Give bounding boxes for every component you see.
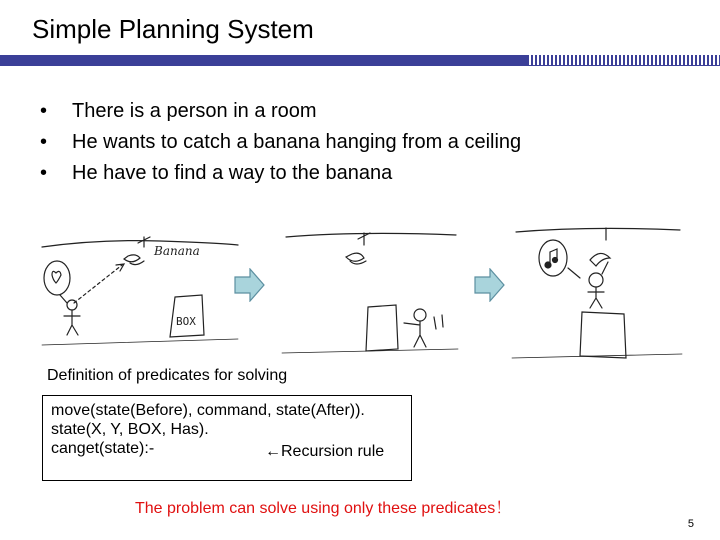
banana-hook (138, 237, 150, 247)
person-body (404, 321, 426, 347)
recursion-note: ←Recursion rule (265, 443, 385, 460)
person-head (589, 273, 603, 287)
title-underline (0, 55, 720, 65)
bullet-dot-icon: • (40, 100, 48, 122)
banana-label: Banana (154, 244, 200, 258)
slide-title: Simple Planning System (32, 14, 314, 44)
ceiling-line (516, 228, 680, 232)
banana-icon (124, 255, 140, 262)
thought-bubble (44, 261, 70, 295)
conclusion-note: The problem can solve using only these predicates！ (135, 500, 512, 517)
ceiling-line (286, 233, 456, 237)
arrow-right-icon (234, 268, 266, 307)
predicate-line: canget(state):- ←Recursion rule (51, 440, 385, 460)
bullet-dot-icon: • (40, 162, 48, 184)
box-label: BOX (176, 315, 196, 328)
person-head (67, 300, 77, 310)
person-head (414, 309, 426, 321)
banana-icon (346, 253, 364, 261)
box-shape (580, 312, 626, 358)
sketch-scene-1 (40, 225, 240, 350)
predicates-caption: Definition of predicates for solving (47, 367, 288, 384)
bullet-dot-icon: • (40, 131, 48, 153)
box-shape (366, 305, 398, 351)
bullet-item: • He wants to catch a banana hanging from a ceiling (40, 131, 522, 153)
gaze-line (74, 265, 122, 303)
sketch-scene-3 (510, 222, 685, 362)
predicate-line: state(X, Y, BOX, Has). (51, 421, 209, 438)
arrow-right-icon (474, 268, 506, 307)
predicates-box (42, 395, 412, 481)
page-number: 5 (687, 518, 694, 530)
bullet-item: • He have to find a way to the banana (40, 162, 393, 184)
person-body (64, 310, 80, 335)
banana-hook (358, 233, 370, 245)
heart-icon (52, 271, 61, 283)
bullet-list (40, 100, 521, 193)
sketch-scene-2 (280, 225, 460, 355)
bullet-item: • There is a person in a room (40, 100, 317, 122)
predicate-line: move(state(Before), command, state(After)). (51, 402, 365, 419)
